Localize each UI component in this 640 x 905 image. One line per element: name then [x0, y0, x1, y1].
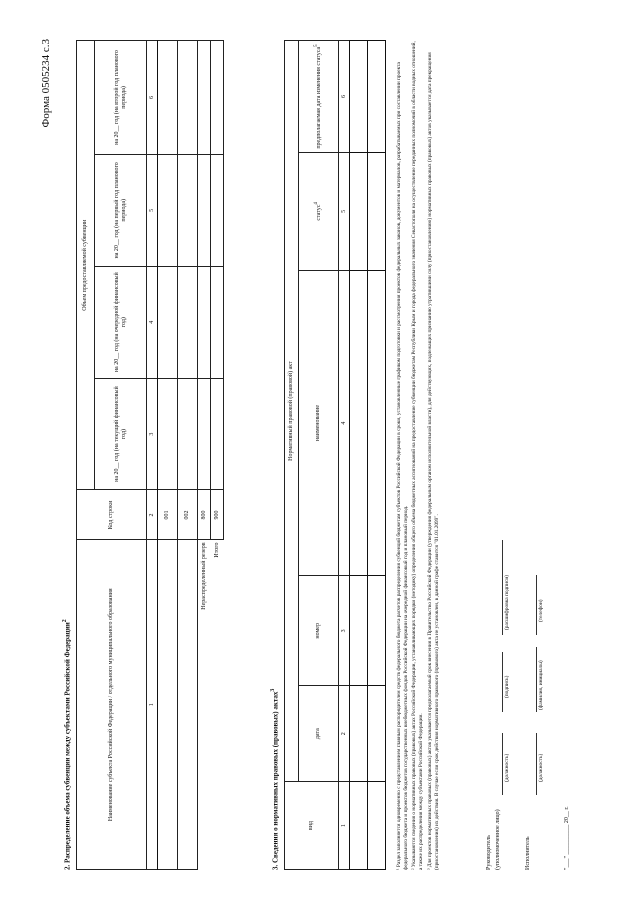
- exec-fio-line[interactable]: [536, 647, 537, 712]
- table-cell[interactable]: [350, 41, 368, 153]
- s2-reserve-code: 800: [198, 490, 211, 540]
- table-cell[interactable]: [350, 782, 368, 870]
- s2-head-name: Наименование субъекта Российской Федерации / отдельного муниципального образования: [77, 540, 147, 870]
- s3-head-name: наименование: [299, 270, 339, 576]
- exec-phone-line[interactable]: [536, 575, 537, 635]
- s2-num-2: 2: [147, 490, 158, 540]
- s3-num-6: 6: [339, 41, 350, 153]
- s2-total-label: Итого: [213, 542, 220, 558]
- table-cell[interactable]: [368, 270, 386, 576]
- table-cell[interactable]: [158, 41, 178, 155]
- table-cell[interactable]: [350, 270, 368, 576]
- table-cell[interactable]: [368, 152, 386, 270]
- s2-num-5: 5: [147, 154, 158, 266]
- s3-head-vid: вид: [285, 782, 339, 870]
- table-cell[interactable]: [350, 152, 368, 270]
- exec-label: Исполнитель: [525, 836, 531, 870]
- head-signature-line[interactable]: [502, 652, 503, 712]
- s2-head-y1: на 20__ год (на текущий финансовый год): [95, 378, 147, 490]
- cap-position: (должность): [504, 753, 510, 782]
- table-cell[interactable]: [211, 378, 224, 490]
- table-cell[interactable]: [178, 266, 198, 378]
- head-decode-line[interactable]: [502, 540, 503, 635]
- date-line[interactable]: "___" __________ 20__ г.: [564, 806, 570, 870]
- section3-title: [270, 689, 279, 870]
- s2-num-4: 4: [147, 266, 158, 378]
- s2-row1-name: [158, 540, 178, 870]
- table-cell[interactable]: [368, 782, 386, 870]
- s2-total-code: 900: [211, 490, 224, 540]
- head-label: Руководитель: [486, 835, 492, 870]
- table-cell[interactable]: [350, 576, 368, 686]
- s3-head-date: дата: [299, 686, 339, 782]
- s2-row2-name: [178, 540, 198, 870]
- table-row: [158, 41, 178, 870]
- table-cell[interactable]: [198, 378, 211, 490]
- table-cell[interactable]: [368, 576, 386, 686]
- table-cell[interactable]: [178, 378, 198, 490]
- s3-num-5: 5: [339, 152, 350, 270]
- s3-head-group: Нормативный правовой (правовой) акт: [285, 41, 299, 782]
- cap-phone: (телефон): [538, 599, 544, 622]
- table-cell[interactable]: [178, 154, 198, 266]
- table-cell[interactable]: [198, 266, 211, 378]
- table-cell[interactable]: [211, 154, 224, 266]
- s2-num-6: 6: [147, 41, 158, 155]
- footnotes: [396, 38, 442, 870]
- table-cell[interactable]: [211, 41, 224, 155]
- table-row: [211, 41, 224, 870]
- table-cell[interactable]: [211, 266, 224, 378]
- s2-reserve-label: Нераспределенный резерв: [200, 542, 207, 610]
- head-sub: (уполномоченное лицо): [495, 809, 501, 870]
- s2-row1-code: 001: [158, 490, 178, 540]
- s3-num-2: 2: [339, 686, 350, 782]
- s2-head-y4: на 20__ год (на второй год планового периода): [95, 41, 147, 155]
- s3-head-number: номер: [299, 576, 339, 686]
- section3-table: [284, 40, 386, 870]
- s2-head-y2: на 20__ год (на очередной финансовый год): [95, 266, 147, 378]
- table-row: [368, 41, 386, 870]
- section2-title-sup: 2: [62, 619, 68, 623]
- s3-head-change-text: предполагаемая дата изменения статуса: [316, 46, 323, 149]
- section3-title-sup: 3: [270, 688, 276, 692]
- table-cell[interactable]: [368, 686, 386, 782]
- s2-row2-code: 002: [178, 490, 198, 540]
- s2-num-1: 1: [147, 540, 158, 870]
- section2-title: [62, 619, 71, 870]
- s3-head-status-text: статус: [316, 204, 323, 221]
- s3-num-1: 1: [339, 782, 350, 870]
- table-cell[interactable]: [158, 266, 178, 378]
- cap-signature: (подпись): [504, 675, 510, 698]
- footnote-1: ¹ Раздел заполняется одновременно с представлением главным распорядителем средств федерального бюджета расчетов распределения субвенций бюджетам субъектов Российской Федерации в сроки, установленные графиком подготовки и рассмотрения проектов федеральных законов, документов и материалов, разрабатываемых при составлении проекта федерального бюджета и проектов бюджетов государственных внебюджетных фондов Российской Федерации на очередной финансовый год и плановый период.: [396, 62, 410, 870]
- s3-head-status-sup: 4: [314, 202, 320, 205]
- s3-head-change: [299, 41, 339, 153]
- section3-title-text: 3. Сведения о нормативных правовых (правовых) актах: [271, 691, 280, 870]
- table-cell[interactable]: [158, 154, 178, 266]
- table-cell[interactable]: [178, 41, 198, 155]
- footnote-2: ² Указываются сведения о нормативных правовых (правовых) актах Российской Федерации, устанавливающих порядки (методику) определения общего объема бюджетных ассигнований на предоставление субвенции бюджетам Республики Крым и города федерального значения Севастополя на осуществление переданных полномочий в области водных отношений, а также их распределения между субъектами Российской Федерации.: [411, 41, 425, 870]
- s3-num-4: 4: [339, 270, 350, 576]
- table-cell[interactable]: [368, 41, 386, 153]
- table-cell[interactable]: [350, 686, 368, 782]
- cap-position2: (должность): [538, 753, 544, 782]
- form-code: Форма 0505234 с.3: [40, 39, 52, 128]
- s3-head-change-sup: 5: [314, 44, 320, 47]
- table-row: [350, 41, 368, 870]
- s2-num-3: 3: [147, 378, 158, 490]
- table-cell[interactable]: [198, 154, 211, 266]
- s3-head-status: [299, 152, 339, 270]
- table-row: [198, 41, 211, 870]
- table-cell[interactable]: [158, 378, 178, 490]
- s3-num-3: 3: [339, 576, 350, 686]
- section2-table: [76, 40, 224, 870]
- head-position-line[interactable]: [502, 733, 503, 795]
- exec-position-line[interactable]: [536, 733, 537, 795]
- cap-decode: (расшифровка подписи): [504, 574, 510, 630]
- s2-head-code: Код строки: [77, 490, 147, 540]
- footnote-3: ³ Для проектов нормативных правовых (правовых) актов указывается предполагаемый срок внесения в Правительство Российской Федерации (утверждения федеральным органом исполнительной власти), для действующих, подлежащих признанию утратившими силу (приостановлению) нормативных правовых (правовых) актов указывается дата прекращения (приостановления) их действия. В случае если срок действия нормативного правового (правового) акта не установлен, в данной графе ставится "01.01.2099".: [426, 52, 440, 870]
- cap-fio: (фамилия, инициалы): [538, 660, 544, 710]
- table-row: [178, 41, 198, 870]
- table-cell[interactable]: [198, 41, 211, 155]
- section2-title-text: 2. Распределение объема субвенции между субъектами Российской Федерации: [63, 622, 72, 870]
- s2-head-group: Объем предоставляемой субвенции: [77, 41, 95, 491]
- s2-head-y3: на 20__ год (на первый год планового периода): [95, 154, 147, 266]
- rotated-form-sheet: [36, 35, 606, 870]
